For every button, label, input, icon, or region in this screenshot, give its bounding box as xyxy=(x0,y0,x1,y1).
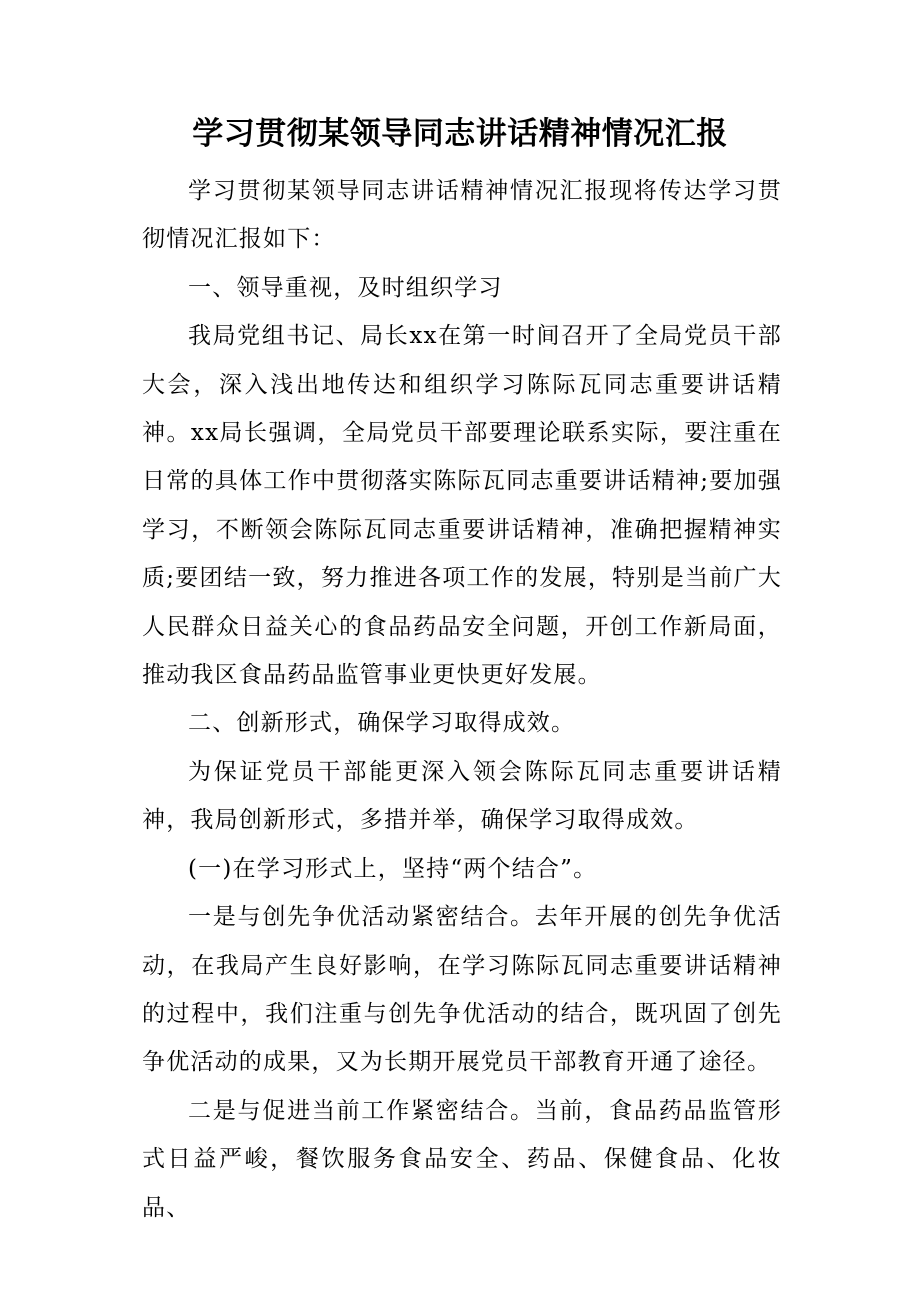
section-heading-1: 一、领导重视，及时组织学习 xyxy=(188,274,503,301)
section-heading-2: 二、创新形式，确保学习取得成效。 xyxy=(188,710,576,737)
document-body xyxy=(142,167,782,1232)
paragraph-leadership: 我局党组书记、局长xx在第一时间召开了全局党员干部大会，深入浅出地传达和组织学习陈际瓦同志重要讲话精神。xx局长强调，全局党员干部要理论联系实际，要注重在日常的具体工作中贯彻落实陈际瓦同志重要讲话精神;要加强学习，不断领会陈际瓦同志重要讲话精神，准确把握精神实质;要团结一致，努力推进各项工作的发展，特别是当前广大人民群众日益关心的食品药品安全问题，开创工作新局面，推动我区食品药品监管事业更快更好发展。 xyxy=(142,323,782,689)
paragraph-combination-1: 一是与创先争优活动紧密结合。去年开展的创先争优活动，在我局产生良好影响，在学习陈际瓦同志重要讲话精神的过程中，我们注重与创先争优活动的结合，既巩固了创先争优活动的成果，又为长期开展党员干部教育开通了途径。 xyxy=(142,904,782,1076)
document-title: 学习贯彻某领导同志讲话精神情况汇报 xyxy=(192,116,728,152)
paragraph-innovation: 为保证党员干部能更深入领会陈际瓦同志重要讲话精神，我局创新形式，多措并举，确保学习取得成效。 xyxy=(142,758,782,834)
subsection-heading-1: (一)在学习形式上，坚持“两个结合”。 xyxy=(188,855,598,882)
paragraph-combination-2: 二是与促进当前工作紧密结合。当前，食品药品监管形式日益严峻，餐饮服务食品安全、药品、保健食品、化妆品、 xyxy=(142,1097,782,1221)
paragraph-intro: 学习贯彻某领导同志讲话精神情况汇报现将传达学习贯彻情况汇报如下： xyxy=(142,178,782,253)
